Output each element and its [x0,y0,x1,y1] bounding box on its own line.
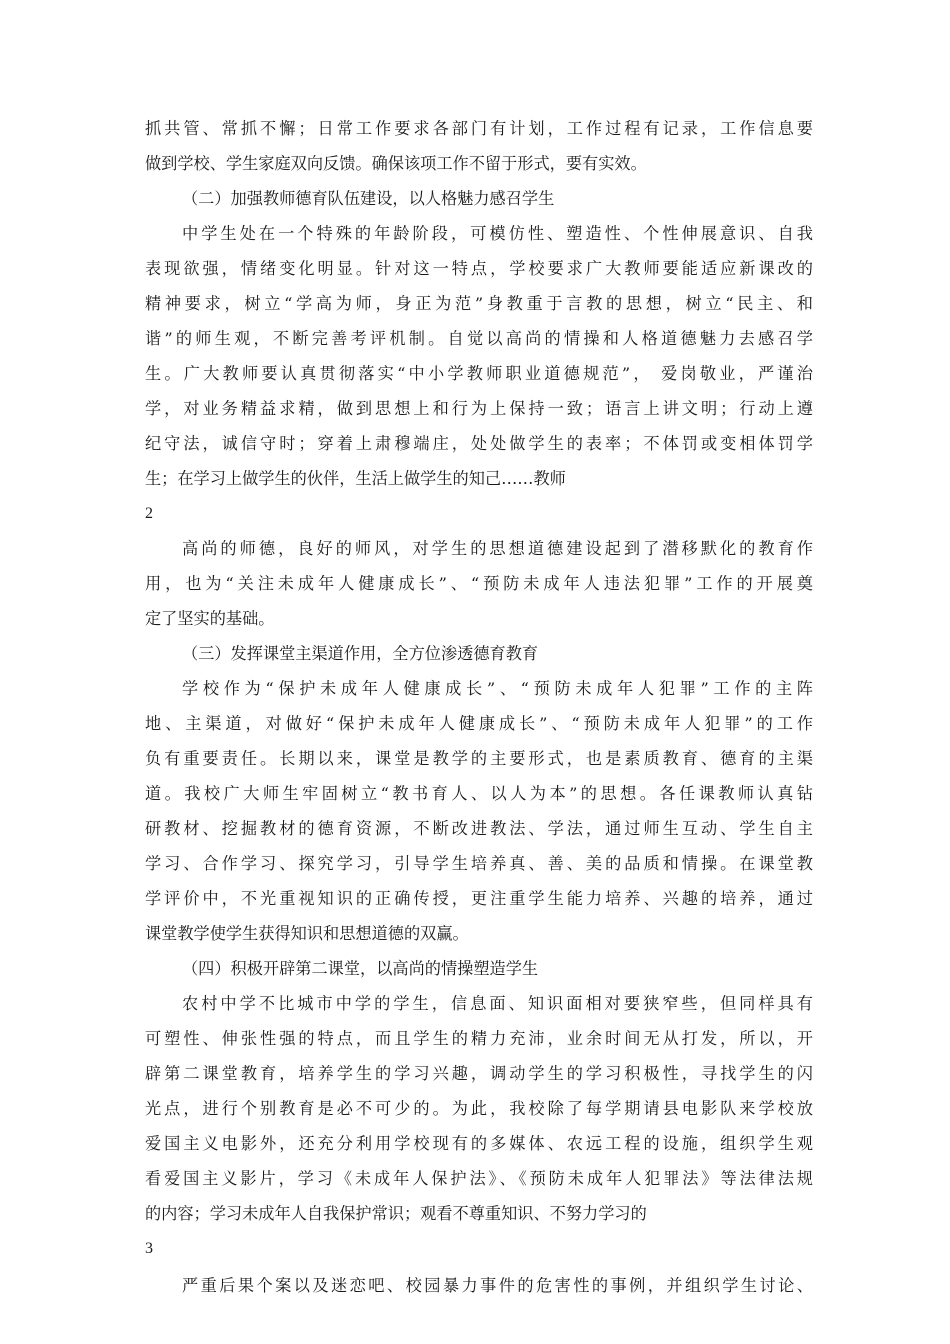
section-heading: （三）发挥课堂主渠道作用，全方位渗透德育教育 [182,644,539,663]
text-line: 道。我校广大师生牢固树立“教书育人、以人为本”的思想。各任课教师认真钻 [145,784,813,803]
text-line: 学评价中，不光重视知识的正确传授，更注重学生能力培养、兴趣的培养，通过 [145,889,813,908]
section-heading: （四）积极开辟第二课堂，以高尚的情操塑造学生 [182,959,539,978]
text-line: 学习、合作学习、探究学习，引导学生培养真、善、美的品质和情操。在课堂教 [145,854,813,873]
text-line: 高尚的师德，良好的师风，对学生的思想道德建设起到了潜移默化的教育作 [182,539,813,558]
text-line: 学校作为“保护未成年人健康成长”、“预防未成年人犯罪”工作的主阵 [182,679,813,698]
text-line: 生。广大教师要认真贯彻落实“中小学教师职业道德规范”， 爱岗敬业，严谨治 [145,364,813,383]
text-line: 精神要求，树立“学高为师，身正为范”身教重于言教的思想，树立“民主、和 [145,294,813,313]
text-line: 研教材、挖掘教材的德育资源，不断改进教法、学法，通过师生互动、学生自主 [145,819,813,838]
text-line: 农村中学不比城市中学的学生，信息面、知识面相对要狭窄些，但同样具有 [182,994,813,1013]
text-line: 看爱国主义影片，学习《未成年人保护法》、《预防未成年人犯罪法》等法律法规 [145,1169,813,1188]
page-number: 2 [145,505,153,522]
text-line: 可塑性、伸张性强的特点，而且学生的精力充沛，业余时间无从打发，所以，开 [145,1029,813,1048]
text-line: 学，对业务精益求精，做到思想上和行为上保持一致；语言上讲文明；行动上遵 [145,399,813,418]
text-line: 爱国主义电影外，还充分利用学校现有的多媒体、农远工程的设施，组织学生观 [145,1134,813,1153]
text-line: 抓共管、常抓不懈；日常工作要求各部门有计划，工作过程有记录，工作信息要 [145,119,813,138]
text-line: 负有重要责任。长期以来，课堂是教学的主要形式，也是素质教育、德育的主渠 [145,749,813,768]
text-line: 的内容；学习未成年人自我保护常识；观看不尊重知识、不努力学习的 [145,1204,647,1223]
text-line: 纪守法，诚信守时；穿着上肃穆端庄，处处做学生的表率；不体罚或变相体罚学 [145,434,813,453]
text-line: 中学生处在一个特殊的年龄阶段，可模仿性、塑造性、个性伸展意识、自我 [182,224,813,243]
text-line: 地、主渠道，对做好“保护未成年人健康成长”、“预防未成年人犯罪”的工作 [145,714,813,733]
text-line: 光点，进行个别教育是必不可少的。为此，我校除了每学期请县电影队来学校放 [145,1099,813,1118]
text-line: 严重后果个案以及迷恋吧、校园暴力事件的危害性的事例，并组织学生讨论、 [182,1276,813,1295]
text-line: 辟第二课堂教育，培养学生的学习兴趣，调动学生的学习积极性，寻找学生的闪 [145,1064,813,1083]
text-line: 用，也为“关注未成年人健康成长”、“预防未成年人违法犯罪”工作的开展奠 [145,574,813,593]
text-line: 谐”的师生观，不断完善考评机制。自觉以高尚的情操和人格道德魅力去感召学 [145,329,813,348]
text-line: 定了坚实的基础。 [145,609,275,628]
text-line: 表现欲强，情绪变化明显。针对这一特点，学校要求广大教师要能适应新课改的 [145,259,813,278]
text-line: 生；在学习上做学生的伙伴，生活上做学生的知己……教师 [145,469,566,488]
section-heading: （二）加强教师德育队伍建设，以人格魅力感召学生 [182,189,555,208]
text-line: 课堂教学使学生获得知识和思想道德的双赢。 [145,924,469,943]
page-number: 3 [145,1240,153,1257]
text-line: 做到学校、学生家庭双向反馈。确保该项工作不留于形式，要有实效。 [145,154,647,173]
